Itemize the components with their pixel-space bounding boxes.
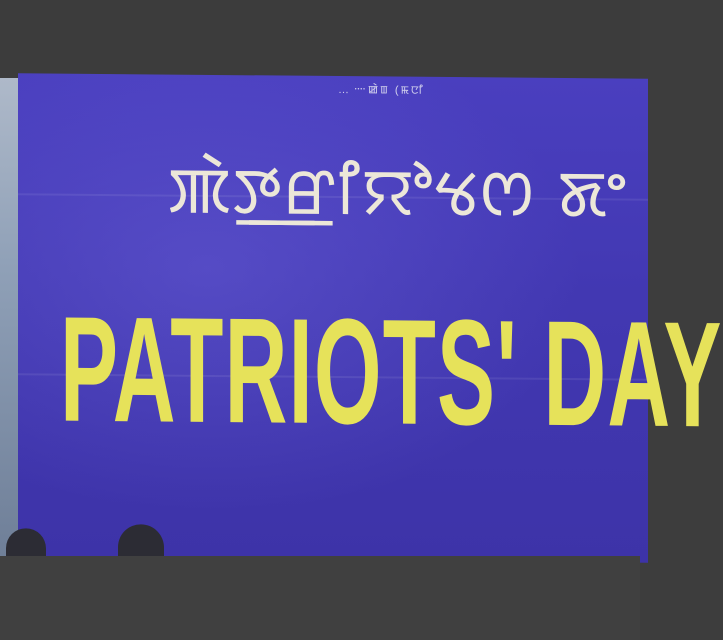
background-sky-strip xyxy=(0,78,18,556)
banner-top-text: … ᠁ ꯀꯥꯡ (ꯃꯅꯤ xyxy=(338,84,425,97)
banner-headline: PATRIOTS' DAY xyxy=(60,284,723,459)
top-letterbox xyxy=(0,0,640,78)
banner-meitei-script-text: ꯄꯥꯇ꯭ꯔꯤꯌꯣꯠꯁ ꯗꯦ xyxy=(168,154,629,233)
bottom-letterbox xyxy=(0,556,640,640)
patriots-day-banner xyxy=(18,73,723,562)
